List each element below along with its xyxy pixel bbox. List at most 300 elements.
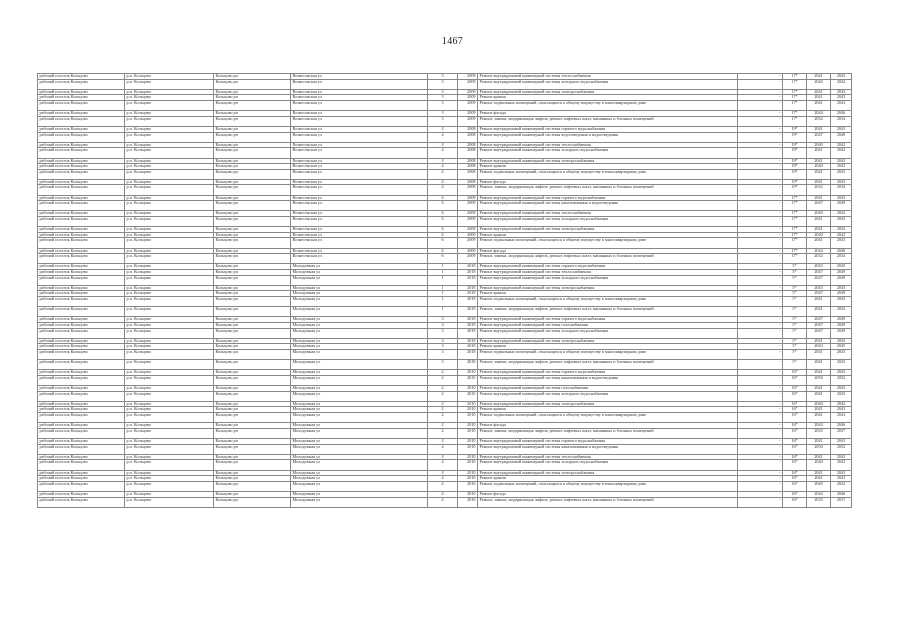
table-cell-end: 2043 (831, 238, 852, 248)
table-cell-dash: - (738, 132, 783, 142)
table-cell-start: 2044 (807, 248, 831, 254)
table-cell-end: 2042 (831, 164, 852, 170)
table-cell-settlement: рабочий поселок Кольцово (38, 116, 125, 126)
table-cell-dash: - (738, 360, 783, 370)
table-cell-street: Молодежная ул (291, 328, 428, 338)
table-cell-district: р.п. Кольцово (125, 460, 214, 470)
table-cell-district: р.п. Кольцово (125, 454, 214, 460)
table-cell-house: 4 (428, 169, 458, 179)
table-cell-year: 2009 (458, 254, 478, 264)
table-cell-street: Вознесенская ул (291, 126, 428, 132)
table-cell-house: 3 (428, 79, 458, 89)
table-cell-end: 2043 (831, 391, 852, 401)
table-cell-year: 2010 (458, 481, 478, 491)
table-cell-house: 4 (428, 497, 458, 507)
table-cell-start: 2041 (807, 470, 831, 476)
table-cell-months: 16* (783, 423, 807, 429)
table-cell-house: 3 (428, 317, 458, 323)
table-cell-year: 2018 (458, 360, 478, 370)
table-cell-start: 2041 (807, 126, 831, 132)
table-cell-house: 1 (428, 275, 458, 285)
table-cell-end: 2043 (831, 95, 852, 101)
table-cell-year: 2008 (458, 148, 478, 158)
table-cell-city: Кольцово рп (214, 375, 291, 385)
table-cell-district: р.п. Кольцово (125, 195, 214, 201)
table-cell-settlement: рабочий поселок Кольцово (38, 179, 125, 185)
table-cell-street: Молодежная ул (291, 413, 428, 423)
table-cell-house: 6 (428, 201, 458, 211)
table-cell-city: Кольцово рп (214, 238, 291, 248)
table-cell-street: Молодежная ул (291, 275, 428, 285)
table-cell-year: 2018 (458, 291, 478, 297)
table-cell-work: Ремонт внутридомовой инженерной системы горячего водоснабжения (478, 264, 738, 270)
table-cell-city: Кольцово рп (214, 195, 291, 201)
table-cell-city: Кольцово рп (214, 142, 291, 148)
table-cell-work: Ремонт фасада (478, 111, 738, 117)
table-cell-house: 2 (428, 386, 458, 392)
table-cell-district: р.п. Кольцово (125, 185, 214, 195)
table-cell-end: 2042 (831, 211, 852, 217)
table-row (38, 413, 852, 423)
table-cell-dash: - (738, 254, 783, 264)
table-cell-house: 3 (428, 360, 458, 370)
table-cell-work: Ремонт внутридомовой инженерной системы горячего водоснабжения (478, 438, 738, 444)
table-cell-work: Ремонт, замена, модернизация лифтов, ремонт лифтовых шахт, машинных и блочных помещений (478, 497, 738, 507)
table-cell-city: Кольцово рп (214, 227, 291, 233)
table-cell-dash: - (738, 413, 783, 423)
table-cell-dash: - (738, 307, 783, 317)
table-cell-start: 2035 (807, 428, 831, 438)
table-cell-months: 17* (783, 201, 807, 211)
table-cell-months: 19* (783, 185, 807, 195)
table-cell-start: 2040 (807, 460, 831, 470)
table-cell-work: Ремонт внутридомовой инженерной системы горячего водоснабжения (478, 195, 738, 201)
table-cell-house: 4 (428, 470, 458, 476)
table-cell-start: 2044 (807, 491, 831, 497)
table-cell-city: Кольцово рп (214, 386, 291, 392)
table-cell-city: Кольцово рп (214, 232, 291, 238)
table-cell-settlement: рабочий поселок Кольцово (38, 344, 125, 350)
table-cell-months: 19* (783, 164, 807, 170)
table-cell-street: Молодежная ул (291, 407, 428, 413)
table-cell-end: 2049 (831, 328, 852, 338)
table-cell-months: 17* (783, 95, 807, 101)
table-cell-street: Вознесенская ул (291, 95, 428, 101)
table-cell-start: 2041 (807, 148, 831, 158)
table-cell-settlement: рабочий поселок Кольцово (38, 254, 125, 264)
table-cell-district: р.п. Кольцово (125, 413, 214, 423)
table-cell-dash: - (738, 142, 783, 148)
table-cell-end: 2043 (831, 438, 852, 444)
table-cell-months: 5* (783, 338, 807, 344)
table-cell-district: р.п. Кольцово (125, 307, 214, 317)
table-cell-end: 2037 (831, 428, 852, 438)
table-cell-dash: - (738, 227, 783, 233)
table-cell-start: 2043 (807, 264, 831, 270)
table-cell-house: 2 (428, 407, 458, 413)
table-cell-year: 2018 (458, 275, 478, 285)
table-cell-district: р.п. Кольцово (125, 375, 214, 385)
table-cell-city: Кольцово рп (214, 100, 291, 110)
table-cell-start: 2041 (807, 413, 831, 423)
table-cell-settlement: рабочий поселок Кольцово (38, 232, 125, 238)
table-cell-district: р.п. Кольцово (125, 491, 214, 497)
table-cell-year: 2010 (458, 370, 478, 376)
table-cell-work: Ремонт, замена, модернизация лифтов, ремонт лифтовых шахт, машинных и блочных помещений (478, 428, 738, 438)
table-cell-months: 5* (783, 296, 807, 306)
table-cell-start: 2047 (807, 275, 831, 285)
table-cell-district: р.п. Кольцово (125, 132, 214, 142)
table-cell-settlement: рабочий поселок Кольцово (38, 296, 125, 306)
table-cell-months: 17* (783, 238, 807, 248)
table-cell-work: Ремонт фасада (478, 248, 738, 254)
table-cell-work: Ремонт внутридомовой инженерной системы электроснабжения (478, 338, 738, 344)
table-cell-months: 17* (783, 254, 807, 264)
table-cell-district: р.п. Кольцово (125, 349, 214, 359)
table-cell-year: 2018 (458, 328, 478, 338)
table-cell-district: р.п. Кольцово (125, 338, 214, 344)
table-cell-work: Ремонт внутридомовой инженерной системы горячего водоснабжения (478, 317, 738, 323)
table-cell-dash: - (738, 100, 783, 110)
table-cell-start: 2040 (807, 79, 831, 89)
table-cell-year: 2008 (458, 179, 478, 185)
table-cell-dash: - (738, 238, 783, 248)
table-cell-settlement: рабочий поселок Кольцово (38, 158, 125, 164)
table-cell-end: 2049 (831, 322, 852, 328)
table-cell-months: 16* (783, 470, 807, 476)
table-cell-year: 2009 (458, 116, 478, 126)
table-cell-settlement: рабочий поселок Кольцово (38, 148, 125, 158)
table-cell-street: Молодежная ул (291, 269, 428, 275)
table-cell-end: 2043 (831, 89, 852, 95)
table-cell-district: р.п. Кольцово (125, 407, 214, 413)
table-cell-months: 16* (783, 428, 807, 438)
table-cell-start: 2041 (807, 95, 831, 101)
table-cell-street: Вознесенская ул (291, 169, 428, 179)
table-cell-start: 2041 (807, 391, 831, 401)
table-cell-start: 2040 (807, 164, 831, 170)
table-cell-months: 19* (783, 158, 807, 164)
table-cell-end: 2043 (831, 227, 852, 233)
table-cell-street: Вознесенская ул (291, 185, 428, 195)
table-cell-district: р.п. Кольцово (125, 497, 214, 507)
table-cell-year: 2010 (458, 454, 478, 460)
table-cell-work: Ремонт внутридомовой инженерной системы теплоснабжения (478, 142, 738, 148)
table-row (38, 349, 852, 359)
table-cell-year: 2009 (458, 238, 478, 248)
table-cell-street: Молодежная ул (291, 317, 428, 323)
table-cell-start: 2040 (807, 401, 831, 407)
table-row (38, 132, 852, 142)
table-cell-street: Вознесенская ул (291, 179, 428, 185)
table-cell-year: 2018 (458, 264, 478, 270)
table-cell-months: 19* (783, 132, 807, 142)
table-cell-start: 2050 (807, 444, 831, 454)
table-cell-start: 2043 (807, 344, 831, 350)
table-cell-street: Молодежная ул (291, 344, 428, 350)
table-cell-start: 2041 (807, 227, 831, 233)
table-cell-work: Ремонт внутридомовой инженерной системы холодного водоснабжения (478, 79, 738, 89)
table-cell-city: Кольцово рп (214, 481, 291, 491)
table-cell-months: 17* (783, 211, 807, 217)
table-cell-dash: - (738, 201, 783, 211)
table-cell-work: Ремонт внутридомовой инженерной системы теплоснабжения (478, 454, 738, 460)
table-cell-year: 2009 (458, 217, 478, 227)
table-cell-year: 2009 (458, 111, 478, 117)
table-cell-settlement: рабочий поселок Кольцово (38, 195, 125, 201)
table-row (38, 169, 852, 179)
table-cell-end: 2043 (831, 386, 852, 392)
table-cell-street: Молодежная ул (291, 296, 428, 306)
table-cell-end: 2045 (831, 285, 852, 291)
table-cell-house: 4 (428, 158, 458, 164)
table-cell-months: 5* (783, 285, 807, 291)
table-cell-street: Вознесенская ул (291, 217, 428, 227)
table-cell-dash: - (738, 386, 783, 392)
table-cell-dash: - (738, 322, 783, 328)
table-cell-street: Вознесенская ул (291, 227, 428, 233)
table-cell-settlement: рабочий поселок Кольцово (38, 185, 125, 195)
table-cell-start: 2041 (807, 438, 831, 444)
table-cell-dash: - (738, 491, 783, 497)
table-row (38, 391, 852, 401)
table-cell-district: р.п. Кольцово (125, 238, 214, 248)
table-cell-start: 2041 (807, 179, 831, 185)
table-cell-settlement: рабочий поселок Кольцово (38, 317, 125, 323)
table-cell-street: Молодежная ул (291, 470, 428, 476)
table-cell-dash: - (738, 95, 783, 101)
table-cell-street: Вознесенская ул (291, 232, 428, 238)
table-cell-settlement: рабочий поселок Кольцово (38, 401, 125, 407)
table-cell-work: Ремонт фасада (478, 491, 738, 497)
table-cell-house: 1 (428, 269, 458, 275)
table-cell-months: 17* (783, 74, 807, 80)
table-cell-settlement: рабочий поселок Кольцово (38, 375, 125, 385)
table-row (38, 148, 852, 158)
table-cell-year: 2010 (458, 460, 478, 470)
table-cell-work: Ремонт внутридомовой инженерной системы электроснабжения (478, 89, 738, 95)
table-cell-city: Кольцово рп (214, 370, 291, 376)
table-cell-start: 2041 (807, 349, 831, 359)
table-cell-city: Кольцово рп (214, 126, 291, 132)
table-cell-end: 2052 (831, 444, 852, 454)
table-cell-district: р.п. Кольцово (125, 264, 214, 270)
table-cell-dash: - (738, 391, 783, 401)
table-cell-year: 2008 (458, 169, 478, 179)
table-cell-end: 2043 (831, 360, 852, 370)
table-cell-work: Ремонт подвальных помещений, относящихся к общему имуществу в многоквартирном доме (478, 481, 738, 491)
table-cell-work: Ремонт подвальных помещений, относящихся к общему имуществу в многоквартирном доме (478, 100, 738, 110)
table-cell-settlement: рабочий поселок Кольцово (38, 307, 125, 317)
table-cell-months: 16* (783, 407, 807, 413)
table-cell-street: Вознесенская ул (291, 100, 428, 110)
table-cell-street: Молодежная ул (291, 322, 428, 328)
table-cell-district: р.п. Кольцово (125, 142, 214, 148)
table-cell-city: Кольцово рп (214, 423, 291, 429)
table-cell-settlement: рабочий поселок Кольцово (38, 79, 125, 89)
table-cell-start: 2041 (807, 158, 831, 164)
table-cell-street: Молодежная ул (291, 360, 428, 370)
table-cell-district: р.п. Кольцово (125, 111, 214, 117)
table-cell-settlement: рабочий поселок Кольцово (38, 391, 125, 401)
table-cell-house: 3 (428, 328, 458, 338)
table-cell-settlement: рабочий поселок Кольцово (38, 89, 125, 95)
table-cell-settlement: рабочий поселок Кольцово (38, 338, 125, 344)
table-cell-district: р.п. Кольцово (125, 211, 214, 217)
table-cell-end: 2046 (831, 423, 852, 429)
table-cell-year: 2009 (458, 248, 478, 254)
table-cell-city: Кольцово рп (214, 132, 291, 142)
table-cell-work: Ремонт подвальных помещений, относящихся к общему имуществу в многоквартирном доме (478, 296, 738, 306)
table-cell-year: 2010 (458, 444, 478, 454)
table-cell-street: Молодежная ул (291, 460, 428, 470)
table-cell-year: 2008 (458, 164, 478, 170)
table-cell-dash: - (738, 248, 783, 254)
table-cell-end: 2043 (831, 349, 852, 359)
table-cell-work: Ремонт крыши (478, 344, 738, 350)
table-cell-months: 16* (783, 497, 807, 507)
table-cell-dash: - (738, 126, 783, 132)
table-cell-settlement: рабочий поселок Кольцово (38, 470, 125, 476)
table-cell-city: Кольцово рп (214, 169, 291, 179)
table-cell-work: Ремонт фасада (478, 179, 738, 185)
table-cell-district: р.п. Кольцово (125, 296, 214, 306)
table-row (38, 307, 852, 317)
table-cell-work: Ремонт внутридомовой инженерной системы электроснабжения (478, 158, 738, 164)
table-cell-dash: - (738, 444, 783, 454)
table-cell-year: 2010 (458, 407, 478, 413)
table-cell-settlement: рабочий поселок Кольцово (38, 438, 125, 444)
table-cell-months: 5* (783, 317, 807, 323)
table-cell-months: 5* (783, 307, 807, 317)
table-cell-months: 17* (783, 116, 807, 126)
table-cell-year: 2009 (458, 95, 478, 101)
table-cell-start: 2041 (807, 386, 831, 392)
table-cell-city: Кольцово рп (214, 328, 291, 338)
table-cell-house: 6 (428, 227, 458, 233)
table-cell-year: 2010 (458, 428, 478, 438)
table-cell-district: р.п. Кольцово (125, 438, 214, 444)
table-cell-street: Вознесенская ул (291, 116, 428, 126)
table-cell-street: Молодежная ул (291, 491, 428, 497)
table-cell-year: 2009 (458, 89, 478, 95)
table-cell-dash: - (738, 370, 783, 376)
table-cell-house: 4 (428, 476, 458, 482)
table-cell-house: 3 (428, 111, 458, 117)
table-row (38, 185, 852, 195)
table-cell-year: 2009 (458, 227, 478, 233)
table-cell-end: 2043 (831, 126, 852, 132)
table-cell-district: р.п. Кольцово (125, 79, 214, 89)
table-cell-months: 19* (783, 126, 807, 132)
table-cell-year: 2009 (458, 79, 478, 89)
table-cell-year: 2009 (458, 195, 478, 201)
table-cell-house: 3 (428, 116, 458, 126)
table-cell-city: Кольцово рп (214, 444, 291, 454)
table-cell-street: Молодежная ул (291, 349, 428, 359)
table-cell-start: 2044 (807, 423, 831, 429)
table-cell-street: Вознесенская ул (291, 142, 428, 148)
table-cell-district: р.п. Кольцово (125, 322, 214, 328)
table-cell-city: Кольцово рп (214, 179, 291, 185)
table-cell-end: 2049 (831, 275, 852, 285)
table-cell-city: Кольцово рп (214, 111, 291, 117)
table-cell-district: р.п. Кольцово (125, 317, 214, 323)
table-cell-settlement: рабочий поселок Кольцово (38, 370, 125, 376)
table-row (38, 275, 852, 285)
table-cell-dash: - (738, 481, 783, 491)
table-cell-dash: - (738, 454, 783, 460)
table-cell-city: Кольцово рп (214, 344, 291, 350)
table-cell-end: 2046 (831, 491, 852, 497)
table-cell-city: Кольцово рп (214, 264, 291, 270)
table-cell-end: 2043 (831, 148, 852, 158)
table-row (38, 497, 852, 507)
table-cell-city: Кольцово рп (214, 275, 291, 285)
table-cell-months: 16* (783, 491, 807, 497)
table-cell-dash: - (738, 428, 783, 438)
table-cell-house: 6 (428, 195, 458, 201)
table-cell-year: 2018 (458, 307, 478, 317)
table-cell-year: 2009 (458, 201, 478, 211)
table-cell-months: 17* (783, 232, 807, 238)
table-row (38, 328, 852, 338)
table-cell-end: 2043 (831, 74, 852, 80)
table-cell-street: Молодежная ул (291, 444, 428, 454)
table-cell-months: 16* (783, 413, 807, 423)
table-cell-year: 2018 (458, 269, 478, 275)
table-cell-work: Ремонт, замена, модернизация лифтов, ремонт лифтовых шахт, машинных и блочных помещений (478, 254, 738, 264)
table-cell-house: 4 (428, 438, 458, 444)
table-cell-city: Кольцово рп (214, 185, 291, 195)
table-cell-start: 2040 (807, 232, 831, 238)
table-cell-dash: - (738, 423, 783, 429)
table-cell-street: Молодежная ул (291, 438, 428, 444)
table-cell-district: р.п. Кольцово (125, 227, 214, 233)
table-cell-work: Ремонт внутридомовой инженерной системы канализования и водоотведения (478, 444, 738, 454)
table-cell-house: 4 (428, 179, 458, 185)
table-cell-year: 2010 (458, 423, 478, 429)
table-cell-work: Ремонт, замена, модернизация лифтов, ремонт лифтовых шахт, машинных и блочных помещений (478, 360, 738, 370)
table-cell-city: Кольцово рп (214, 497, 291, 507)
table-cell-house: 2 (428, 375, 458, 385)
table-cell-months: 17* (783, 227, 807, 233)
table-cell-house: 3 (428, 100, 458, 110)
table-cell-end: 2043 (831, 179, 852, 185)
table-cell-dash: - (738, 217, 783, 227)
table-cell-house: 4 (428, 444, 458, 454)
table-cell-months: 5* (783, 349, 807, 359)
table-cell-district: р.п. Кольцово (125, 254, 214, 264)
table-cell-months: 17* (783, 217, 807, 227)
table-cell-district: р.п. Кольцово (125, 179, 214, 185)
table-cell-work: Ремонт, замена, модернизация лифтов, ремонт лифтовых шахт, машинных и блочных помещений (478, 307, 738, 317)
table-cell-district: р.п. Кольцово (125, 248, 214, 254)
table-row (38, 460, 852, 470)
table-cell-district: р.п. Кольцово (125, 481, 214, 491)
table-cell-city: Кольцово рп (214, 476, 291, 482)
table-cell-street: Молодежная ул (291, 375, 428, 385)
table-cell-year: 2018 (458, 296, 478, 306)
table-cell-start: 2047 (807, 269, 831, 275)
table-cell-district: р.п. Кольцово (125, 328, 214, 338)
table-cell-house: 6 (428, 238, 458, 248)
table-cell-start: 2041 (807, 307, 831, 317)
table-cell-house: 2 (428, 413, 458, 423)
table-cell-dash: - (738, 338, 783, 344)
table-cell-work: Ремонт внутридомовой инженерной системы холодного водоснабжения (478, 275, 738, 285)
table-cell-dash: - (738, 497, 783, 507)
